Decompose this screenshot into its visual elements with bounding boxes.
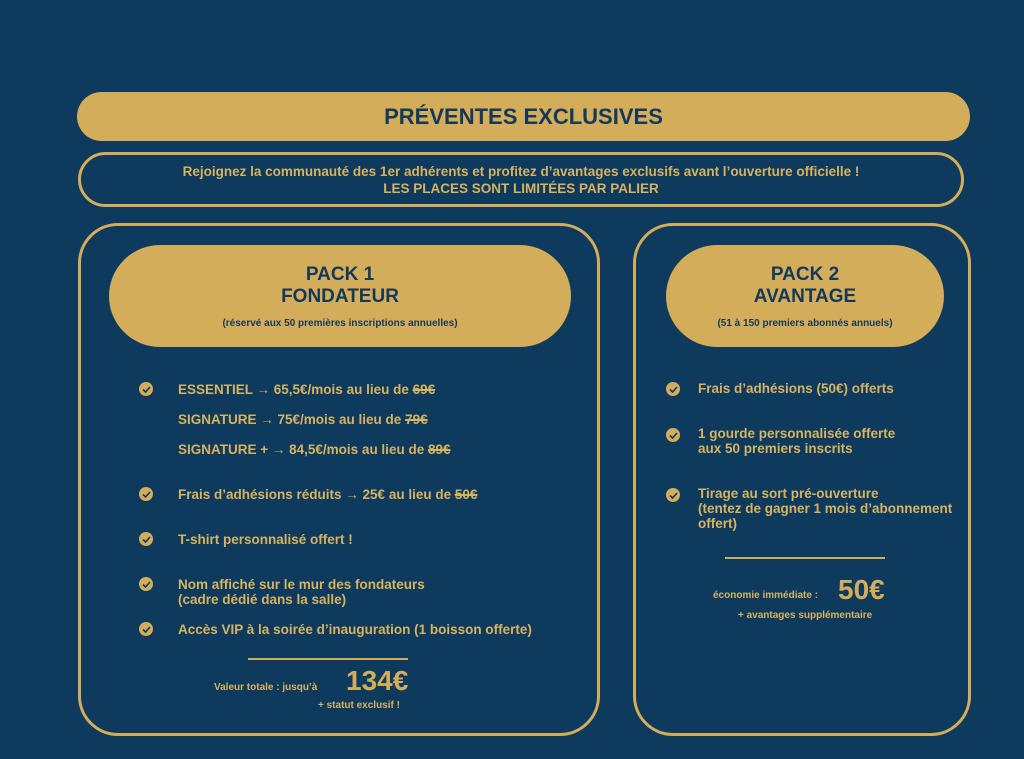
total-value: 134€ [346,665,409,696]
price-text: ESSENTIEL → 65,5€/mois au lieu de [178,382,413,397]
price-text: SIGNATURE + → 84,5€/mois au lieu de [178,442,428,457]
item-line: offert) [698,516,737,531]
check-icon [139,487,153,501]
saving-extra: + avantages supplémentaire [738,610,873,621]
old-price: 69€ [412,382,436,397]
intro-box [78,152,964,207]
pack1-item-essentiel [178,382,435,397]
pack1-item-signature [178,412,428,427]
price-text: Frais d’adhésions réduits → 25€ au lieu de [178,487,455,502]
title-banner [77,92,970,141]
old-price: 50€ [454,487,478,502]
check-icon [666,488,680,502]
pack2-item-tirage [698,486,952,531]
pack2-subtitle: (51 à 150 premiers abonnés annuels) [717,317,893,329]
old-price: 79€ [405,412,428,427]
intro-limit-text: LES PLACES SONT LIMITÉES PAR PALIER [383,180,659,196]
old-price: 89€ [427,442,451,457]
item-line: (tentez de gagner 1 mois d’abonnement [698,501,953,516]
pack2-item-frais: Frais d’adhésions (50€) offerts [698,381,894,396]
pack2-name: AVANTAGE [753,285,857,307]
divider [725,557,885,559]
pack1-header [109,245,571,347]
total-extra: + statut exclusif ! [318,700,400,711]
saving-value: 50€ [838,574,885,605]
pack1-item-mur [178,577,425,607]
pack2-header [666,245,944,347]
page-title: PRÉVENTES EXCLUSIVES [384,103,663,129]
check-icon [666,382,680,396]
check-icon [139,622,153,636]
check-icon [139,532,153,546]
pack1-title: PACK 1 [305,263,375,285]
pack1-item-vip: Accès VIP à la soirée d’inauguration (1 boisson offerte) [178,622,532,637]
price-text: SIGNATURE → 75€/mois au lieu de [178,412,406,427]
saving-label: économie immédiate : [713,590,819,601]
divider [248,658,408,660]
check-icon [139,577,153,591]
total-label: Valeur totale : jusqu’à [214,682,318,693]
check-icon [139,382,153,396]
pack1-name: FONDATEUR [281,285,399,307]
pack2-title: PACK 2 [770,263,840,285]
item-line: aux 50 premiers inscrits [698,441,853,456]
check-icon [666,428,680,442]
item-line: Nom affiché sur le mur des fondateurs [178,577,425,592]
item-line: Tirage au sort pré-ouverture [698,486,879,501]
intro-text: Rejoignez la communauté des 1er adhérents et profitez d’avantages exclusifs avant l’ouverture officielle ! [182,163,860,179]
pack1-item-frais [178,487,477,502]
pack1-item-signature-plus [178,442,450,457]
item-line: (cadre dédié dans la salle) [178,592,347,607]
pack2-item-gourde [698,426,895,456]
pack1-subtitle: (réservé aux 50 premières inscriptions annuelles) [222,317,458,329]
pack1-item-tshirt: T-shirt personnalisé offert ! [178,532,353,547]
item-line: 1 gourde personnalisée offerte [698,426,896,441]
